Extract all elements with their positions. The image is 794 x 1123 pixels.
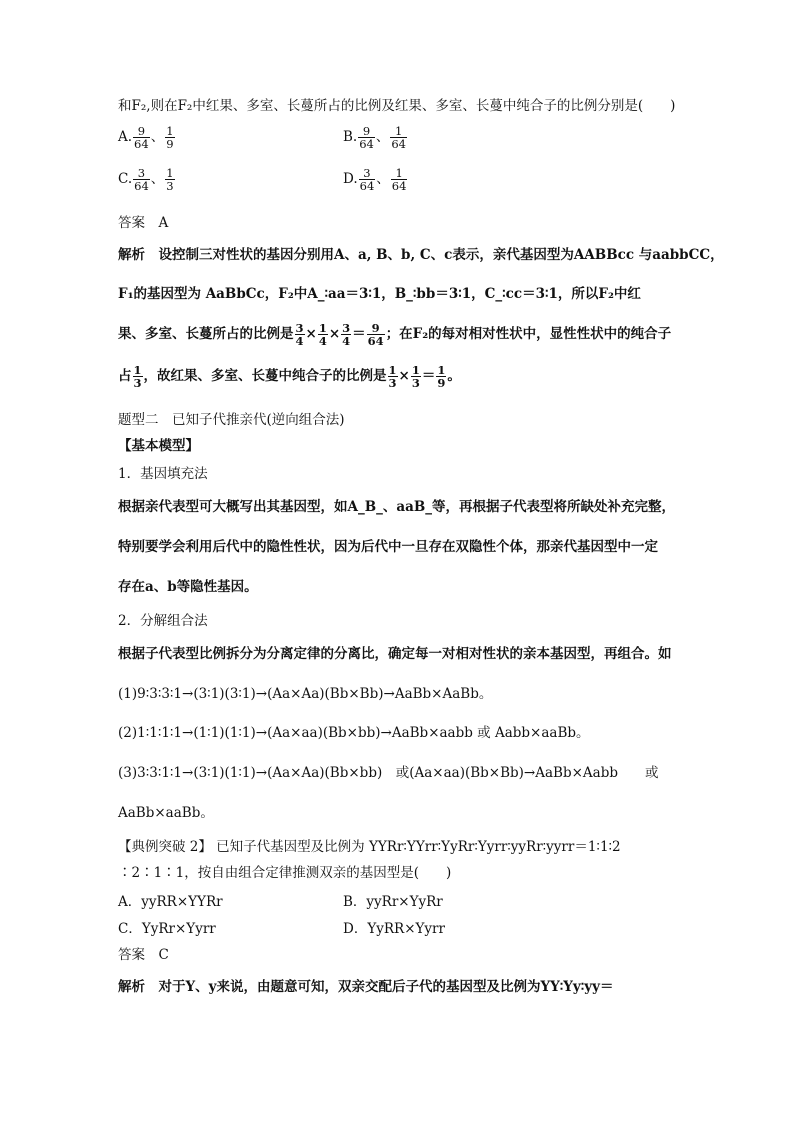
subsection-heading: 【基本模型】 bbox=[118, 438, 199, 454]
option-a[interactable]: A．yyRR×YYRr bbox=[118, 894, 223, 910]
ratio-line: AaBb×aaBb。 bbox=[118, 805, 214, 821]
option-d[interactable]: D．YyRR×Yyrr bbox=[343, 921, 445, 937]
paragraph-line: 根据子代表型比例拆分为分离定律的分离比，确定每一对相对性状的亲本基因型，再组合。如 bbox=[118, 646, 672, 662]
option-c[interactable]: C. $\frac{3}{64}$ 、 $\frac{1}{3}$ bbox=[118, 166, 174, 193]
fraction: $\frac{3}{4}$ bbox=[342, 321, 351, 348]
option-a[interactable]: A. $\frac{9}{64}$ 、 $\frac{1}{9}$ bbox=[118, 124, 174, 151]
example-stem: 【典例突破 2】 已知子代基因型及比例为 YYRr∶YYrr∶YyRr∶Yyrr∶yyRr∶yyrr＝1∶1∶2 bbox=[118, 839, 621, 855]
option-label: C. bbox=[118, 171, 133, 187]
example-stem: ∶2∶1∶1，按自由组合定律推测双亲的基因型是( ) bbox=[118, 865, 452, 881]
fraction: $\frac{1}{64}$ bbox=[391, 124, 406, 151]
fraction: $\frac{1}{3}$ bbox=[411, 363, 420, 390]
answer: 答案 C bbox=[118, 947, 169, 963]
explanation-line: 果、多室、长蔓所占的比例是 $\frac{3}{4}$ × $\frac{1}{4}$ × $\frac{3}{4}$ ＝ $\frac{9}{64}$ ；在F₂的每对相对性状中，显性性状中的纯合子 bbox=[118, 321, 672, 348]
ratio-line: (3)3∶3∶1∶1→(3∶1)(1∶1)→(Aa×Aa)(Bb×bb) 或(Aa×aa)(Bb×Bb)→AaBb×Aabb 或 bbox=[118, 765, 659, 781]
option-label: B. bbox=[343, 129, 358, 145]
fraction: $\frac{1}{3}$ bbox=[166, 166, 174, 193]
question-stem: 和F₂,则在F₂中红果、多室、长蔓所占的比例及红果、多室、长蔓中纯合子的比例分别是( ) bbox=[118, 98, 676, 114]
fraction: $\frac{3}{4}$ bbox=[295, 321, 304, 348]
fraction: $\frac{3}{64}$ bbox=[359, 166, 375, 193]
fraction: $\frac{9}{64}$ bbox=[359, 124, 374, 151]
ratio-line: (2)1∶1∶1∶1→(1∶1)(1∶1)→(Aa×aa)(Bb×bb)→AaBb×aabb 或 Aabb×aaBb。 bbox=[118, 725, 590, 741]
fraction: $\frac{1}{9}$ bbox=[437, 363, 446, 390]
section-title: 题型二 已知子代推亲代(逆向组合法) bbox=[118, 412, 345, 428]
paragraph-line: 根据亲代表型可大概写出其基因型，如A_B_、aaB_等，再根据子代表型将所缺处补充完整， bbox=[118, 499, 676, 515]
explanation-line: F₁的基因型为 AaBbCc，F₂中A_∶aa＝3∶1，B_∶bb＝3∶1，C_∶cc＝3∶1，所以F₂中红 bbox=[118, 286, 641, 302]
option-label: A. bbox=[118, 129, 133, 145]
paragraph-line: 存在a、b等隐性基因。 bbox=[118, 579, 258, 595]
option-label: D. bbox=[343, 171, 358, 187]
fraction: $\frac{1}{4}$ bbox=[318, 321, 327, 348]
answer: 答案 A bbox=[118, 215, 169, 231]
ratio-line: (1)9∶3∶3∶1→(3∶1)(3∶1)→(Aa×Aa)(Bb×Bb)→AaBb×AaBb。 bbox=[118, 686, 493, 702]
paragraph-line: 特别要学会利用后代中的隐性性状，因为后代中一旦存在双隐性个体，那亲代基因型中一定 bbox=[118, 539, 658, 555]
fraction: $\frac{3}{64}$ bbox=[134, 166, 149, 193]
option-b[interactable]: B．yyRr×YyRr bbox=[343, 894, 443, 910]
option-c[interactable]: C．YyRr×Yyrr bbox=[118, 921, 216, 937]
explanation-line: 占 $\frac{1}{3}$ ，故红果、多室、长蔓中纯合子的比例是 $\frac{1}{3}$ × $\frac{1}{3}$ ＝ $\frac{1}{9}$ 。 bbox=[118, 363, 461, 390]
fraction: $\frac{1}{9}$ bbox=[166, 124, 174, 151]
option-d[interactable]: D. $\frac{3}{64}$ 、 $\frac{1}{64}$ bbox=[343, 166, 407, 193]
fraction: $\frac{1}{64}$ bbox=[391, 166, 407, 193]
method-heading: 1．基因填充法 bbox=[118, 466, 208, 482]
explanation-line: 解析 对于Y、y来说，由题意可知，双亲交配后子代的基因型及比例为YY∶Yy∶yy＝ bbox=[118, 979, 614, 995]
method-heading: 2．分解组合法 bbox=[118, 613, 208, 629]
option-b[interactable]: B. $\frac{9}{64}$ 、 $\frac{1}{64}$ bbox=[343, 124, 406, 151]
fraction: $\frac{9}{64}$ bbox=[367, 321, 384, 348]
fraction: $\frac{1}{3}$ bbox=[388, 363, 397, 390]
fraction: $\frac{9}{64}$ bbox=[134, 124, 149, 151]
explanation-line: 解析 设控制三对性状的基因分别用A、a, B、b, C、c表示，亲代基因型为AABBcc 与aabbCC， bbox=[118, 247, 724, 263]
fraction: $\frac{1}{3}$ bbox=[133, 363, 142, 390]
